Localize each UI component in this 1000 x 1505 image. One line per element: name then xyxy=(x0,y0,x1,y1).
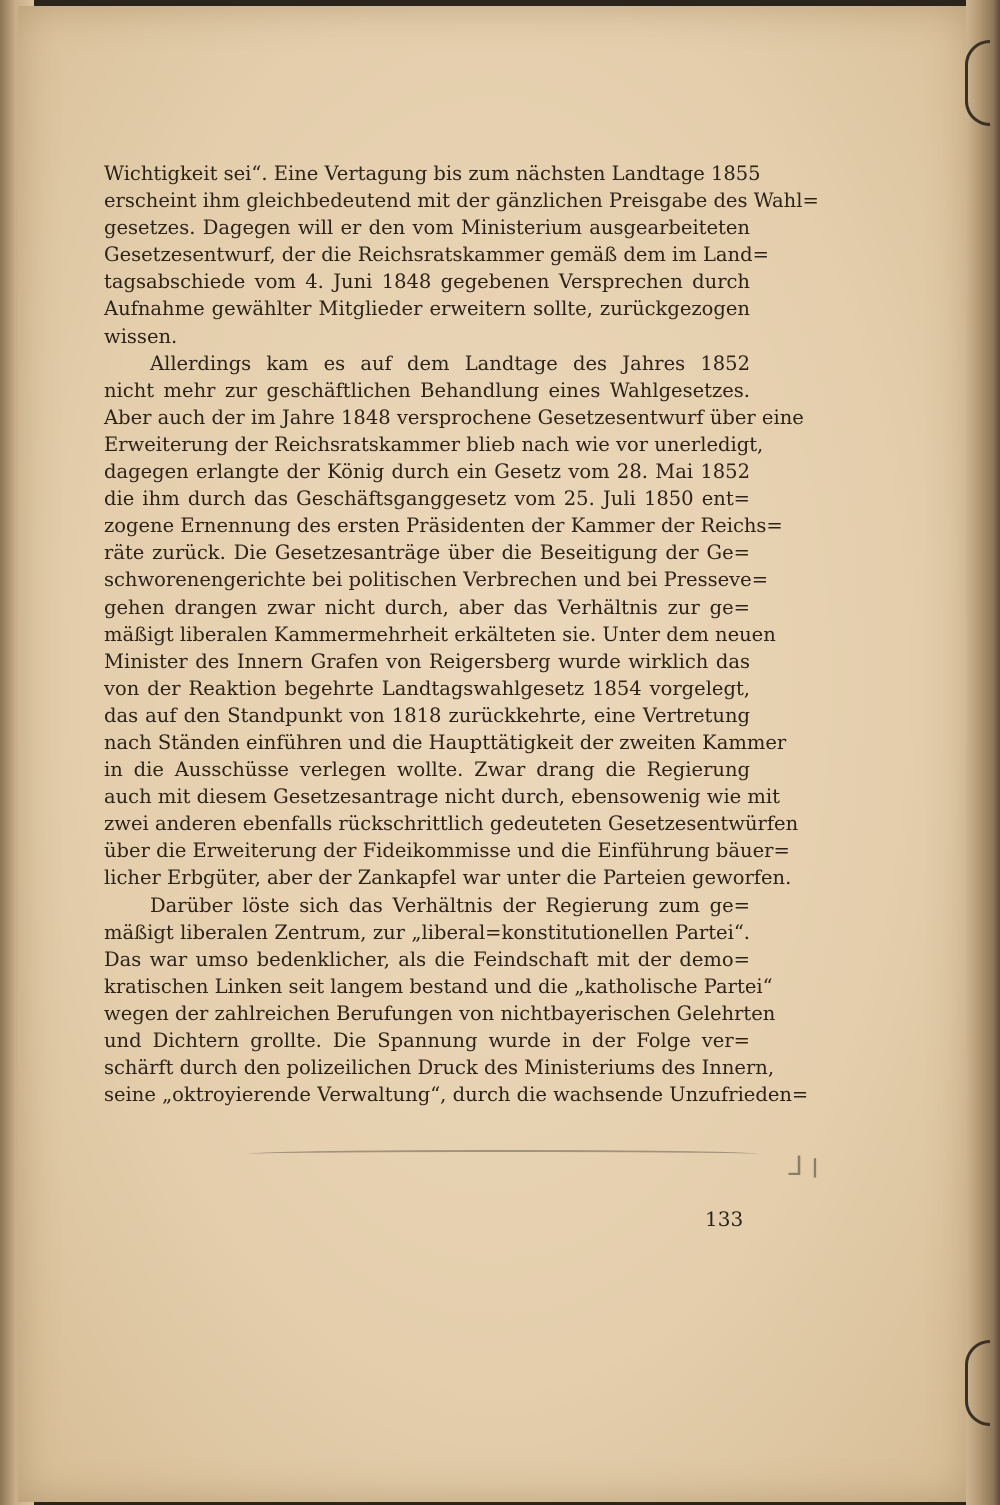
text-line: wissen. xyxy=(104,324,178,348)
text-line: Gesetzesentwurf, der die Reichsratskammer gemäß dem im Land= xyxy=(104,243,769,267)
text-line: Wichtigkeit sei“. Eine Vertagung bis zum nächsten Landtage 1855 xyxy=(104,162,761,185)
text-line: Das war umso bedenklicher, als die Feindschaft mit der demo= xyxy=(104,947,750,971)
text-line: dagegen erlangte der König durch ein Gesetz vom 28. Mai 1852 xyxy=(104,460,750,484)
paragraph-3 xyxy=(104,892,809,1109)
text-line: schworenengerichte bei politischen Verbrechen und bei Presseve= xyxy=(104,568,769,592)
paragraph-1 xyxy=(104,160,819,350)
text-line: Allerdings kam es auf dem Landtage des Jahres 1852 xyxy=(150,351,750,375)
pencil-underline xyxy=(248,1150,758,1158)
clip-icon xyxy=(965,40,990,126)
text-line: mäßigt liberalen Kammermehrheit erkälteten sie. Unter dem neuen xyxy=(104,622,776,646)
paragraph-2 xyxy=(104,350,804,892)
page-number: 133 xyxy=(705,1207,744,1231)
pencil-mark-icon: ᒧ ׀ xyxy=(787,1152,819,1182)
text-line: nicht mehr zur geschäftlichen Behandlung eines Wahlgesetzes. xyxy=(104,378,750,402)
text-line: mäßigt liberalen Zentrum, zur „liberal=konstitutionellen Partei“. xyxy=(104,920,750,944)
right-page-edge xyxy=(966,0,1000,1505)
text-line: zogene Ernennung des ersten Präsidenten der Kammer der Reichs= xyxy=(104,514,783,538)
text-line: seine „oktroyierende Verwaltung“, durch die wachsende Unzufrieden= xyxy=(104,1083,809,1107)
text-line: licher Erbgüter, aber der Zankapfel war unter die Parteien geworfen. xyxy=(104,866,792,890)
text-line: wegen der zahlreichen Berufungen von nichtbayerischen Gelehrten xyxy=(104,1001,776,1025)
text-line: in die Ausschüsse verlegen wollte. Zwar drang die Regierung xyxy=(104,758,750,782)
body-text xyxy=(104,160,819,1108)
text-line: Erweiterung der Reichsratskammer blieb nach wie vor unerledigt, xyxy=(104,432,764,456)
text-line: das auf den Standpunkt von 1818 zurückkehrte, eine Vertretung xyxy=(104,703,750,727)
text-line: gesetzes. Dagegen will er den vom Ministerium ausgearbeiteten xyxy=(104,216,750,240)
text-line: kratischen Linken seit langem bestand und die „katholische Partei“ xyxy=(104,974,773,998)
text-line: Minister des Innern Grafen von Reigersberg wurde wirklich das xyxy=(104,649,750,673)
text-line: von der Reaktion begehrte Landtagswahlgesetz 1854 vorgelegt, xyxy=(104,676,750,700)
text-line: Aufnahme gewählter Mitglieder erweitern sollte, zurückgezogen xyxy=(104,297,750,321)
text-line: nach Ständen einführen und die Haupttätigkeit der zweiten Kammer xyxy=(104,730,787,754)
text-line: schärft durch den polizeilichen Druck des Ministeriums des Innern, xyxy=(104,1056,775,1080)
text-line: zwei anderen ebenfalls rückschrittlich gedeuteten Gesetzesentwürfen xyxy=(104,812,799,836)
text-line: Darüber löste sich das Verhältnis der Regierung zum ge= xyxy=(150,893,750,917)
text-line: erscheint ihm gleichbedeutend mit der gänzlichen Preisgabe des Wahl= xyxy=(104,189,819,213)
text-line: gehen drangen zwar nicht durch, aber das Verhältnis zur ge= xyxy=(104,595,750,619)
text-line: Aber auch der im Jahre 1848 versprochene Gesetzesentwurf über eine xyxy=(104,405,804,429)
text-line: auch mit diesem Gesetzesantrage nicht durch, ebensowenig wie mit xyxy=(104,785,780,809)
text-line: über die Erweiterung der Fideikommisse und die Einführung bäuer= xyxy=(104,839,790,863)
text-line: tagsabschiede vom 4. Juni 1848 gegebenen Versprechen durch xyxy=(104,270,750,294)
text-line: und Dichtern grollte. Die Spannung wurde in der Folge ver= xyxy=(104,1029,750,1052)
text-line: räte zurück. Die Gesetzesanträge über die Beseitigung der Ge= xyxy=(104,541,750,565)
text-line: die ihm durch das Geschäftsganggesetz vom 25. Juli 1850 ent= xyxy=(104,487,750,511)
clip-icon xyxy=(965,1340,990,1426)
